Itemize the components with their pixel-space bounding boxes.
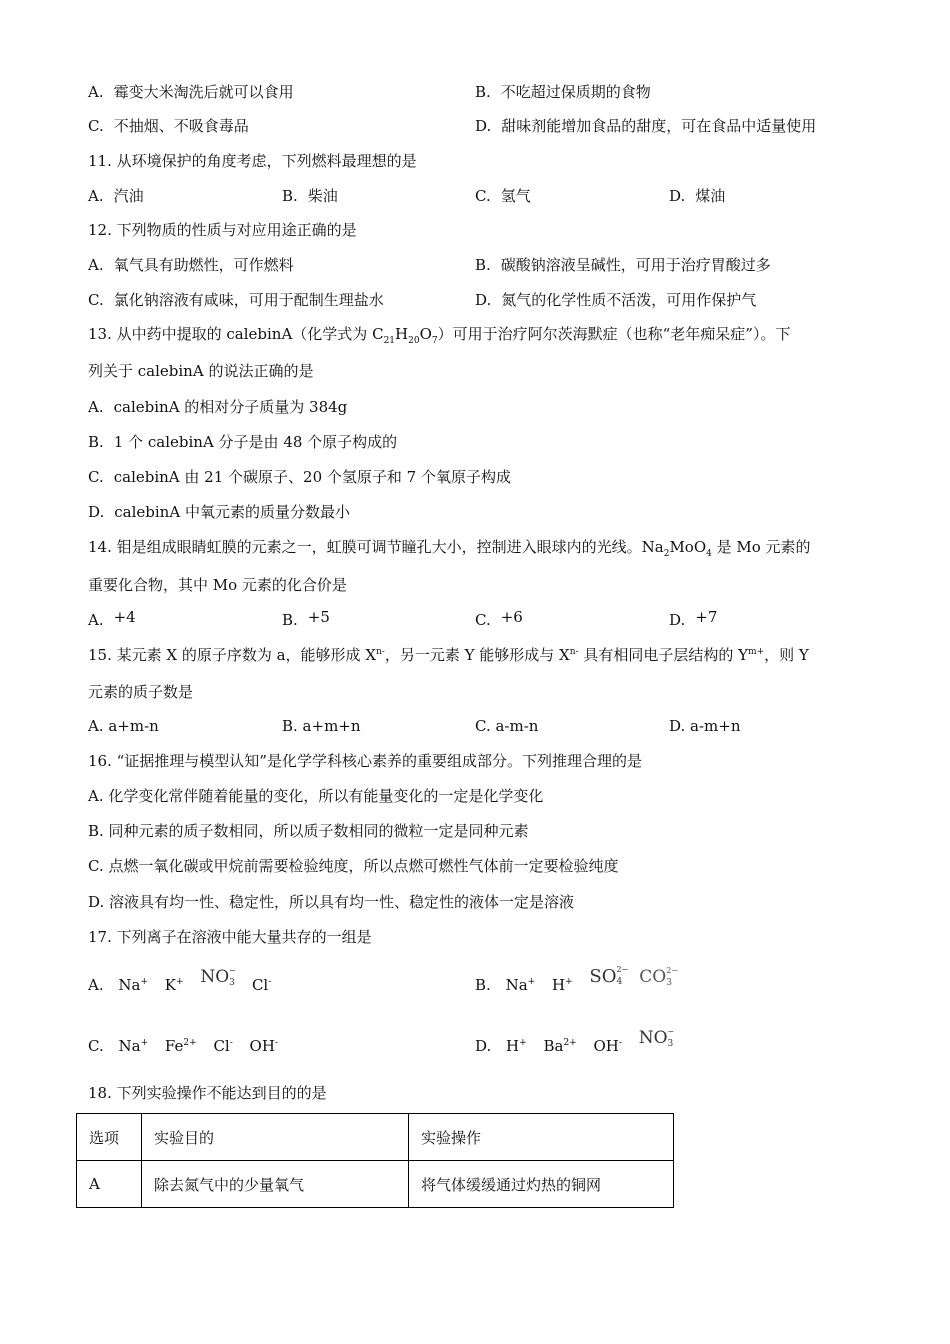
- option-text: 1 个 calebinA 分子是由 48 个原子构成的: [113, 433, 398, 451]
- stem-text: 是 Mo 元素的: [711, 538, 811, 556]
- q13-option-d: [88, 502, 350, 522]
- q12-option-a: [88, 255, 294, 275]
- q10-option-d: [475, 116, 816, 136]
- stem-text: 15. 某元素 X 的原子序数为 a，能够形成 X: [88, 646, 376, 664]
- option-label: A.: [88, 187, 104, 205]
- q18-stem: 18. 下列实验操作不能达到目的的是: [88, 1084, 327, 1102]
- ion-charge: -: [268, 977, 272, 987]
- q15-option-c: C. a-m-n: [475, 717, 539, 735]
- ion-so4: [589, 965, 629, 987]
- option-text: 氮气的化学性质不活泼，可用作保护气: [501, 291, 757, 309]
- ion-symbol: OH: [249, 1037, 275, 1055]
- ion-symbol: Cl: [251, 976, 269, 994]
- option-text: 柴油: [307, 187, 338, 205]
- ion-symbol: SO: [589, 966, 617, 987]
- q17-stem: 17. 下列离子在溶液中能大量共存的一组是: [88, 928, 372, 946]
- ion-subscript: 4: [616, 977, 623, 987]
- ion-charge: 2+: [183, 1038, 197, 1048]
- q17-option-d: [475, 1026, 686, 1056]
- ion-charge: −: [667, 1026, 675, 1036]
- ion-k: [165, 975, 184, 995]
- ion-co3: [639, 965, 679, 988]
- ion-subscript: 3: [666, 977, 672, 988]
- table-row: [77, 1161, 674, 1208]
- q11-stem: 11. 从环境保护的角度考虑，下列燃料最理想的是: [88, 152, 417, 170]
- option-label: B.: [475, 976, 491, 994]
- option-text: 氯化钠溶液有咸味，可用于配制生理盐水: [113, 291, 384, 309]
- ion-subscript: 3: [229, 977, 235, 988]
- q10-option-b: [475, 82, 651, 102]
- q14-stem-line2: 重要化合物，其中 Mo 元素的化合价是: [88, 576, 347, 594]
- q12-option-d: [475, 290, 756, 310]
- ion-h: [552, 975, 573, 995]
- ion-charge: 2+: [563, 1038, 577, 1048]
- ion-oh: [594, 1036, 622, 1056]
- option-label: C.: [475, 611, 491, 629]
- option-text: +6: [500, 608, 523, 626]
- ion-no3: [200, 967, 235, 987]
- ion-charge: -: [274, 1038, 278, 1048]
- option-label: B.: [475, 256, 491, 274]
- ion-symbol: H: [551, 976, 566, 994]
- option-text: 汽油: [113, 187, 144, 205]
- option-label: B.: [282, 187, 298, 205]
- q16-option-c: C. 点燃一氧化碳或甲烷前需要检验纯度，所以点燃可燃性气体前一定要检验纯度: [88, 857, 619, 875]
- ion-symbol: H: [506, 1037, 520, 1055]
- table-header-cell: 选项: [77, 1114, 142, 1161]
- option-text: calebinA 的相对分子质量为 384g: [113, 398, 348, 416]
- q10-option-c: [88, 116, 249, 136]
- q16-option-a: A. 化学变化常伴随着能量的变化，所以有能量变化的一定是化学变化: [88, 787, 544, 805]
- stem-text: 14. 钼是组成眼睛虹膜的元素之一，虹膜可调节瞳孔大小，控制进入眼球内的光线。Na: [88, 538, 664, 556]
- option-label: D.: [475, 1037, 492, 1055]
- table-header-cell: 实验操作: [409, 1114, 674, 1161]
- q15-stem: [88, 645, 809, 665]
- option-label: C.: [88, 468, 104, 486]
- ion-symbol: Ba: [543, 1037, 564, 1055]
- option-text: 煤油: [695, 187, 726, 205]
- ion-charge: −: [229, 965, 236, 975]
- ion-oh: [250, 1036, 278, 1056]
- q16-stem: 16. “证据推理与模型认知”是化学学科核心素养的重要组成部分。下列推理合理的是: [88, 752, 642, 770]
- ion-na: [119, 1036, 149, 1056]
- option-text: 氢气: [500, 187, 531, 205]
- table-header-cell: 实验目的: [142, 1114, 409, 1161]
- superscript: n-: [376, 647, 385, 657]
- q17-option-a: [88, 965, 283, 995]
- option-text: 霉变大米淘洗后就可以食用: [113, 83, 294, 101]
- ion-symbol: Na: [118, 976, 141, 994]
- ion-symbol: NO: [638, 1028, 668, 1048]
- option-label: B.: [282, 611, 298, 629]
- table-header-row: [77, 1114, 674, 1161]
- option-text: calebinA 由 21 个碳原子、20 个氢原子和 7 个氧原子构成: [113, 468, 511, 486]
- option-label: D.: [475, 291, 492, 309]
- ion-h: [506, 1036, 527, 1056]
- ion-charge: +: [176, 977, 184, 987]
- option-text: 氧气具有助燃性，可作燃料: [113, 256, 294, 274]
- subscript: 21: [383, 336, 396, 346]
- table-cell: A: [77, 1161, 142, 1208]
- ion-charge: 2−: [666, 965, 679, 975]
- option-label: C.: [88, 1037, 104, 1055]
- q18-table: [76, 1113, 674, 1208]
- q11-option-c: [475, 186, 531, 206]
- subscript: 7: [431, 336, 438, 346]
- option-label: A.: [88, 976, 104, 994]
- table-cell: 将气体缓缓通过灼热的铜网: [409, 1161, 674, 1208]
- q12-option-c: [88, 290, 384, 310]
- option-label: B.: [88, 433, 104, 451]
- option-text: +4: [113, 608, 136, 626]
- ion-no3: [639, 1028, 674, 1048]
- subscript: 4: [706, 549, 712, 559]
- q13-stem-line2: 列关于 calebinA 的说法正确的是: [88, 362, 314, 380]
- table-cell: 除去氮气中的少量氧气: [142, 1161, 409, 1208]
- stem-text: ）可用于治疗阿尔茨海默症（也称“老年痴呆症”）。下: [437, 325, 791, 343]
- option-text: calebinA 中氧元素的质量分数最小: [114, 503, 350, 521]
- q14-option-d: [669, 610, 717, 630]
- ion-symbol: Cl: [213, 1037, 230, 1055]
- option-label: A.: [88, 611, 104, 629]
- option-text: +7: [695, 608, 718, 626]
- q16-option-d: D. 溶液具有均一性、稳定性，所以具有均一性、稳定性的液体一定是溶液: [88, 893, 575, 911]
- option-label: A.: [88, 83, 104, 101]
- ion-symbol: Na: [505, 976, 528, 994]
- ion-charge: +: [527, 977, 536, 987]
- ion-charge: -: [229, 1038, 233, 1048]
- option-label: A.: [88, 398, 104, 416]
- stem-text: ，则 Y: [764, 646, 809, 664]
- option-text: 碳酸钠溶液呈碱性，可用于治疗胃酸过多: [500, 256, 771, 274]
- q14-option-b: [282, 610, 330, 630]
- ion-symbol: OH: [593, 1037, 619, 1055]
- q12-stem: 12. 下列物质的性质与对应用途正确的是: [88, 221, 357, 239]
- ion-na: [118, 975, 148, 995]
- ion-cl: [252, 975, 271, 995]
- q11-option-b: [282, 186, 338, 206]
- option-text: +5: [307, 608, 330, 626]
- superscript: n-: [569, 647, 579, 657]
- ion-charge: -: [618, 1038, 622, 1048]
- ion-ba: [543, 1036, 576, 1056]
- stem-text: 13. 从中药中提取的 calebinA（化学式为 C: [88, 325, 384, 343]
- q13-option-b: [88, 432, 397, 452]
- q17-option-b: [475, 965, 684, 995]
- ion-symbol: Fe: [164, 1037, 184, 1055]
- q15-option-b: B. a+m+n: [282, 717, 361, 735]
- ion-symbol: Na: [118, 1037, 141, 1055]
- ion-charge: +: [565, 977, 573, 987]
- formula-part: MoO: [669, 538, 707, 556]
- q14-stem: [88, 537, 811, 557]
- q14-option-c: [475, 610, 523, 630]
- option-label: B.: [475, 83, 491, 101]
- option-label: D.: [475, 117, 492, 135]
- stem-text: 具有相同电子层结构的 Y: [578, 646, 749, 664]
- option-text: 不吃超过保质期的食物: [500, 83, 651, 101]
- q17-option-c: [88, 1036, 290, 1056]
- superscript: m+: [748, 647, 765, 657]
- subscript: 2: [663, 549, 670, 559]
- option-label: C.: [88, 291, 104, 309]
- ion-symbol: CO: [639, 967, 667, 987]
- q13-option-a: [88, 397, 347, 417]
- q15-option-d: D. a-m+n: [669, 717, 741, 735]
- ion-charge: +: [140, 1038, 149, 1048]
- option-label: D.: [669, 611, 686, 629]
- formula-part: H: [395, 325, 409, 343]
- option-label: D.: [669, 187, 686, 205]
- ion-subscript: 3: [667, 1038, 674, 1049]
- option-text: 甜味剂能增加食品的甜度，可在食品中适量使用: [501, 117, 817, 135]
- q13-stem: [88, 324, 790, 344]
- ion-symbol: NO: [200, 967, 230, 987]
- q11-option-d: [669, 186, 725, 206]
- q12-option-b: [475, 255, 771, 275]
- q14-option-a: [88, 610, 136, 630]
- subscript: 20: [408, 336, 420, 346]
- q11-option-a: [88, 186, 144, 206]
- option-label: D.: [88, 503, 105, 521]
- ion-fe: [165, 1036, 197, 1056]
- ion-charge: +: [140, 977, 149, 987]
- formula-part: O: [419, 325, 432, 343]
- ion-charge: 2−: [616, 965, 629, 974]
- option-label: A.: [88, 256, 104, 274]
- ion-na: [506, 975, 536, 995]
- q10-option-a: [88, 82, 294, 102]
- q13-option-c: [88, 467, 511, 487]
- q15-stem-line2: 元素的质子数是: [88, 683, 194, 701]
- stem-text: ，另一元素 Y 能够形成与 X: [384, 646, 570, 664]
- q16-option-b: B. 同种元素的质子数相同，所以质子数相同的微粒一定是同种元素: [88, 822, 529, 840]
- option-text: 不抽烟、不吸食毒品: [113, 117, 249, 135]
- ion-symbol: K: [164, 976, 177, 994]
- option-label: C.: [475, 187, 491, 205]
- ion-charge: +: [519, 1038, 527, 1048]
- q15-option-a: A. a+m-n: [88, 717, 159, 735]
- ion-cl: [213, 1036, 232, 1056]
- option-label: C.: [88, 117, 104, 135]
